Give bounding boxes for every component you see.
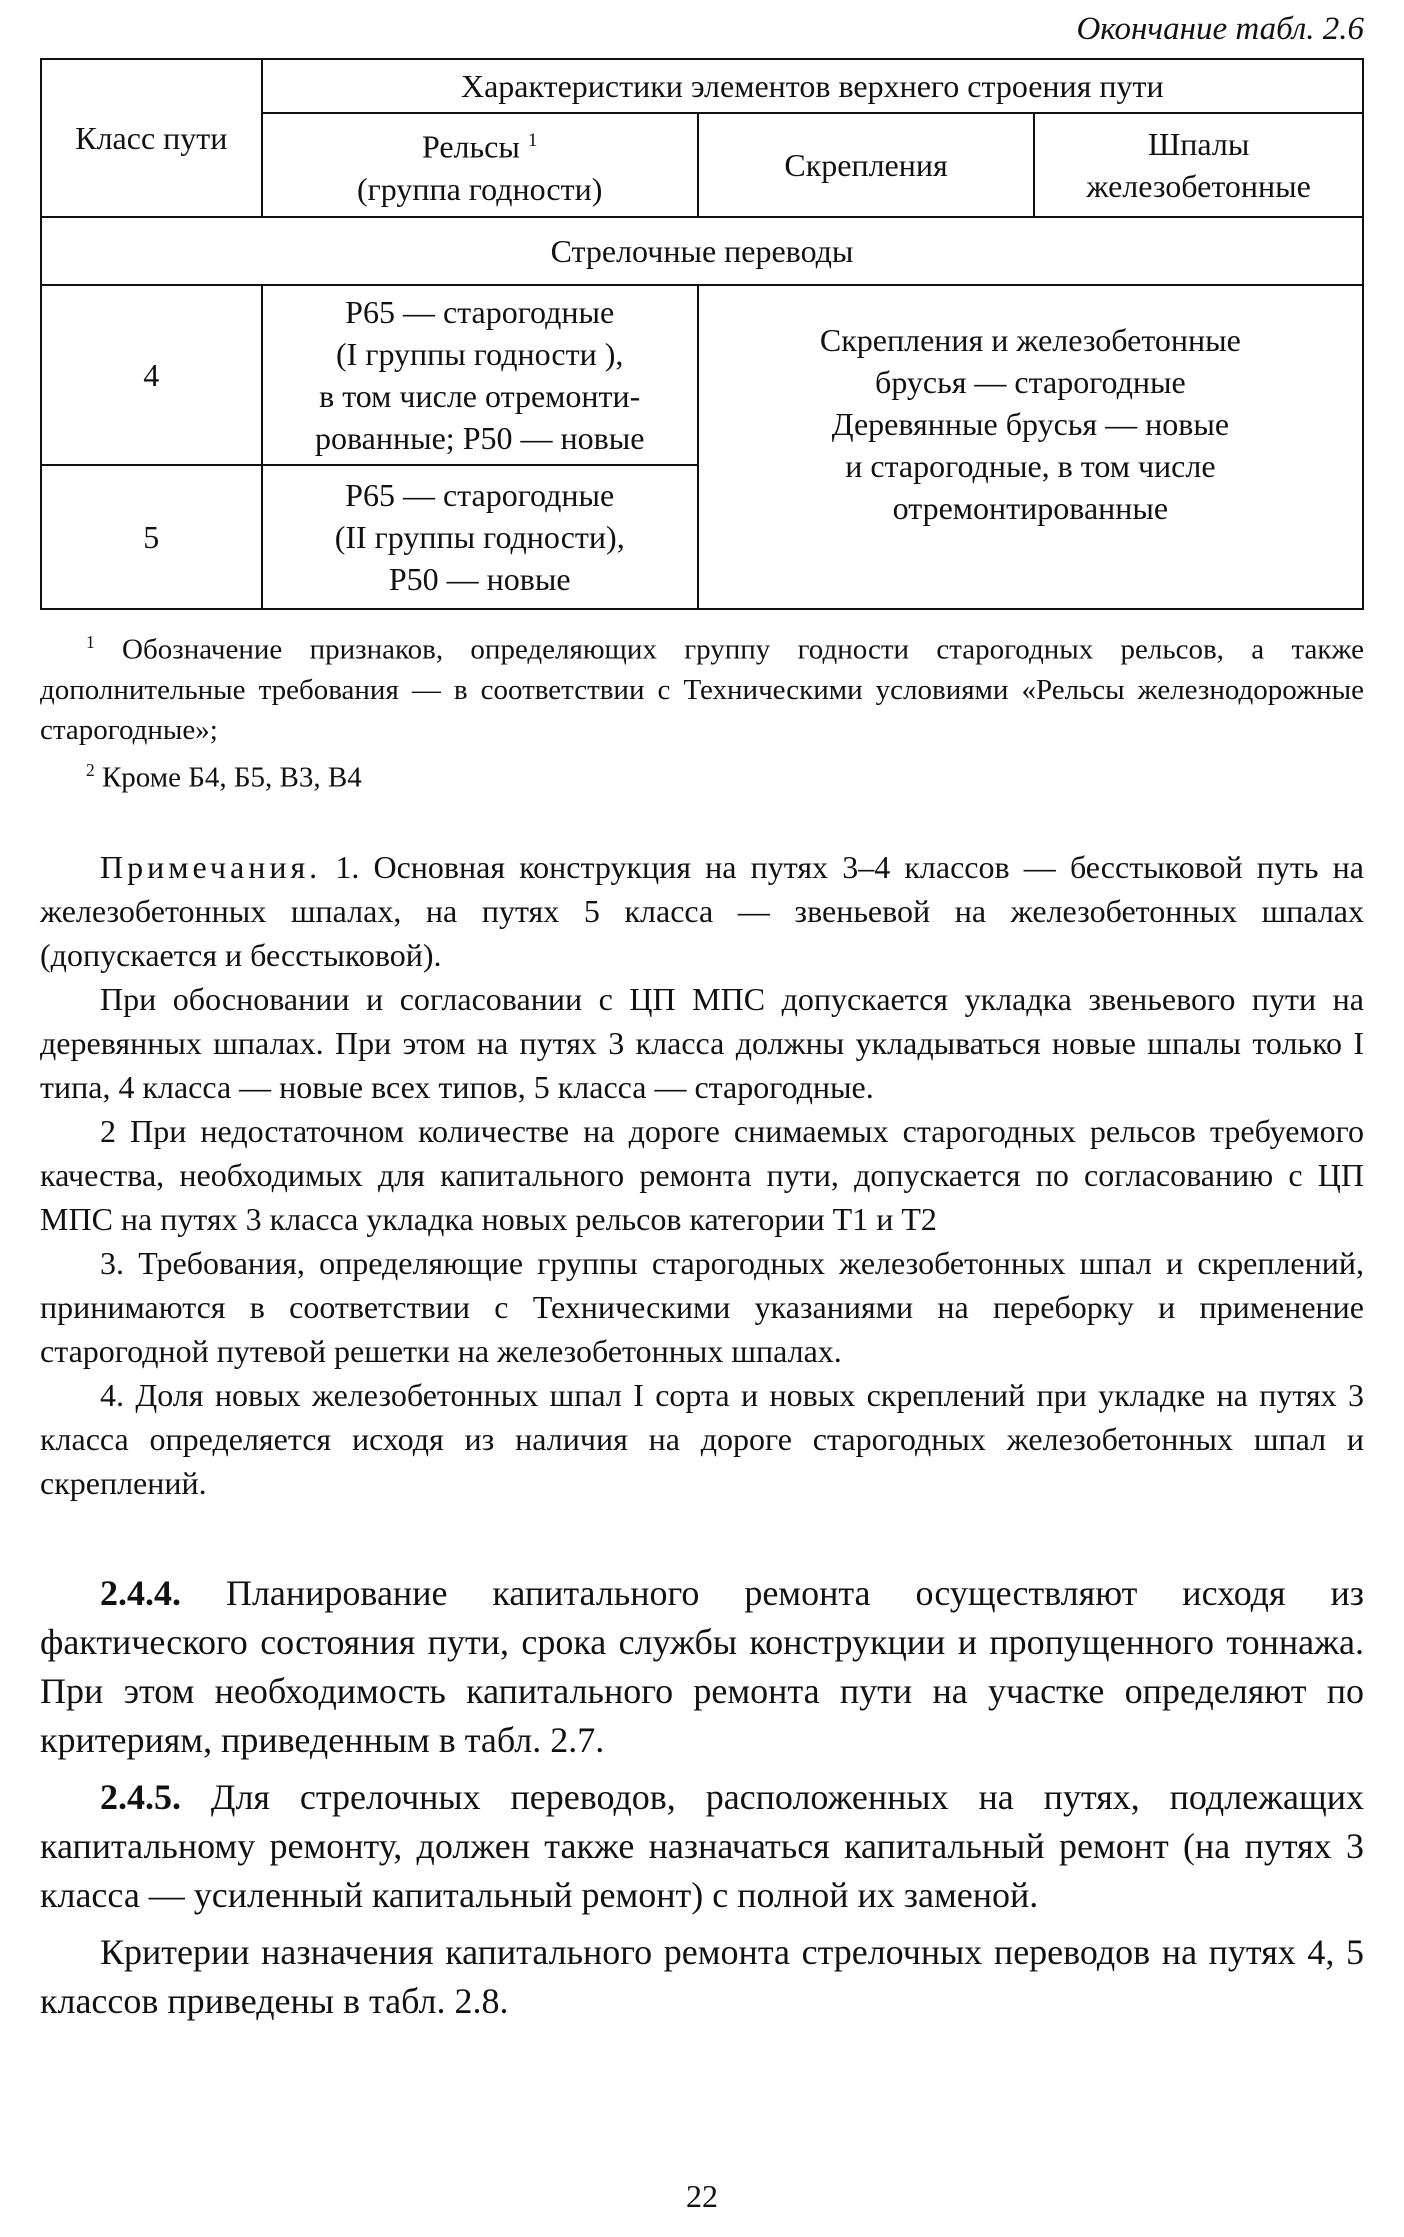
header-fastenings-cell [698,113,1034,217]
rails-line: рованные; Р50 — новые [314,420,645,456]
page-number: 22 [686,2178,718,2214]
rails-line: Р50 — новые [388,561,571,597]
merged-line: отремонтированные [892,490,1169,526]
rails-line: Р65 — старогодные [345,477,615,513]
header-sleepers-label-1: Шпалы [1147,126,1250,162]
header-group-cell [262,59,1363,113]
header-rails-cell [262,113,698,217]
notes-label: Примечания. [100,849,322,886]
footnote-2-text: Кроме Б4, Б5, В3, В4 [101,761,362,794]
footnote-1-text: Обозначение признаков, определяющих группу годности старогодных рельсов, а также дополнительные требования — в соответствии с Техническими условиями «Рельсы железнодорожные старогодные»; [40,633,1364,746]
paragraph-text: Планирование капитального ремонта осуществляют исходя из фактического состояния пути, срока службы конструкции и пропущенного тоннажа. При этом необходимость капитального ремонта пути на участке определяют по критериям, приведенным в табл. 2.7. [40,1573,1364,1761]
table-continuation-label: Окончание табл. 2.6 [1076,11,1364,47]
rails-line: (II группы годности), [334,519,625,555]
note-1-text: 1. Основная конструкция на путях 3–4 классов — бесстыковой путь на железобетонных шпалах, на путях 5 класса — звеньевой на железобетонных шпалах (допускается и бесстыковой). [40,849,1365,974]
header-rails-label: Рельсы [421,128,520,165]
class-value: 4 [143,357,160,393]
class-value: 5 [143,519,160,555]
header-group-label: Характеристики элементов верхнего строения пути [460,68,1164,104]
header-class-label: Класс пути [75,120,228,156]
paragraph-criteria: Критерии назначения капитального ремонта стрелочных переводов на путях 4, 5 классов приведены в табл. 2.8. [40,1932,1364,2022]
merged-line: брусья — старогодные [875,364,1186,400]
rails-line: в том числе отремонти- [319,378,641,414]
note-4: 4. Доля новых железобетонных шпал I сорта и новых скреплений при укладке на путях 3 класса определяется исходя из наличия на дороге старогодных железобетонных шпал и скреплений. [40,1377,1364,1502]
document-page [40,0,1364,2026]
rails-cell-5 [262,465,698,609]
merged-line: Деревянные брусья — новые [831,406,1230,442]
footnote-2 [40,750,1364,798]
note-1b: При обосновании и согласовании с ЦП МПС допускается укладка звеньевого пути на деревянных шпалах. При этом на путях 3 класса должны укладываться новые шпалы только I типа, 4 класса — новые всех типов, 5 класса — старогодные. [40,981,1364,1106]
footnote-1-mark: 1 [86,632,95,652]
header-class-cell [41,59,262,217]
paragraph-text: Для стрелочных переводов, расположенных на путях, подлежащих капитальному ремонту, должен также назначаться капитальный ремонт (на путях 3 класса — усиленный капитальный ремонт) с полной их заменой. [40,1777,1364,1916]
header-rails-sublabel: (группа годности) [356,170,603,207]
note-2: 2 При недостаточном количестве на дороге снимаемых старогодных рельсов требуемого качества, необходимых для капитального ремонта пути, допускается по согласованию с ЦП МПС на путях 3 класса укладка новых рельсов категории Т1 и Т2 [40,1113,1364,1238]
header-rails-footnote-mark: 1 [527,130,538,152]
paragraph-number: 2.4.4. [100,1573,181,1614]
track-class-table [40,58,1364,610]
merged-line: Скрепления и железобетонные [819,322,1241,358]
paragraph-2-4-5 [40,1773,1364,1920]
header-sleepers-label-2: железобетонные [1086,168,1311,204]
footnote-1 [40,622,1364,750]
note-3: 3. Требования, определяющие группы старогодных железобетонных шпал и скреплений, принимаются в соответствии с Техническими указаниями на переборку и применение старогодной путевой решетки на железобетонных шпалах. [40,1245,1364,1370]
section-row-cell [41,217,1363,285]
section-label: Стрелочные переводы [550,233,854,269]
paragraph-number: 2.4.5. [100,1777,181,1818]
rails-line: Р65 — старогодные [345,294,615,330]
merged-fastenings-sleepers-cell [698,285,1363,609]
rails-line: (I группы годности ), [336,336,624,372]
class-cell-5 [41,465,262,609]
rails-cell-4 [262,285,698,465]
header-fastenings-label: Скрепления [784,147,948,183]
merged-line: и старогодные, в том числе [845,448,1216,484]
header-sleepers-cell [1034,113,1363,217]
footnote-2-mark: 2 [86,759,95,780]
class-cell-4 [41,285,262,465]
note-1 [40,845,1364,977]
paragraph-2-4-4 [40,1569,1364,1765]
